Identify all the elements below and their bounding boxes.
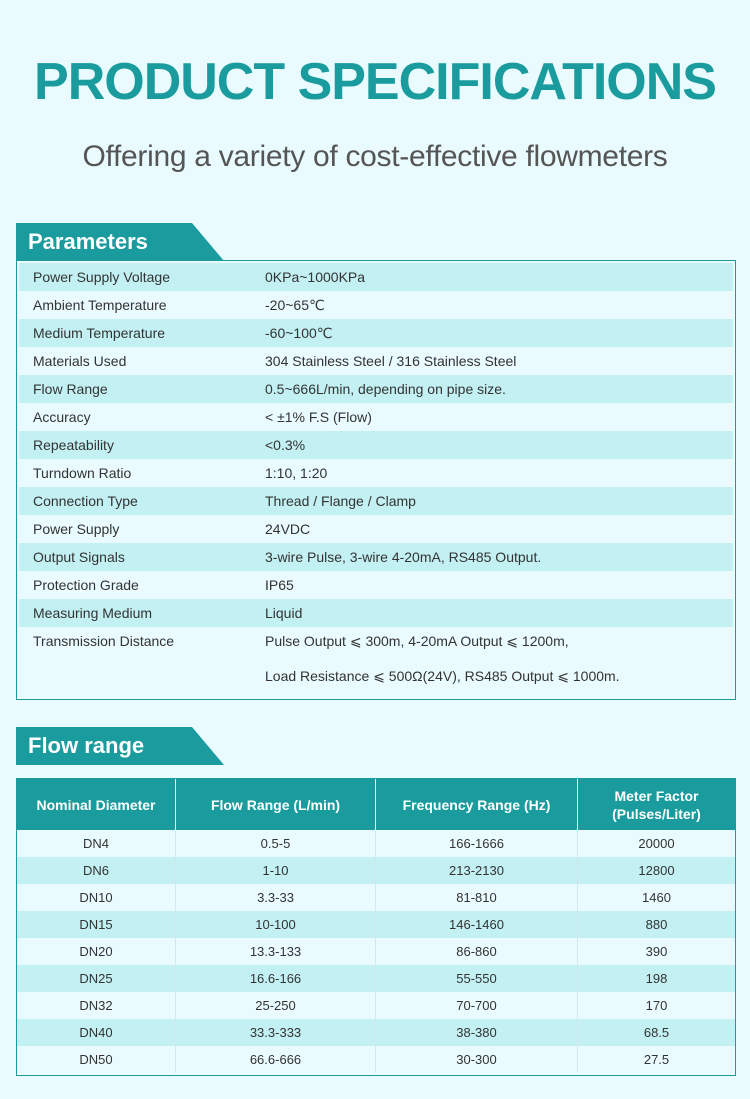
table-row [17,884,735,911]
param-value: Thread / Flange / Clamp [265,493,416,509]
column-header-nominal-diameter: Nominal Diameter [17,779,176,830]
cell-flow-range: 66.6-666 [176,1046,376,1073]
cell-frequency-range: 166-1666 [376,830,578,857]
param-row [19,571,733,599]
parameters-section-title: Parameters [28,229,148,254]
param-key: Materials Used [33,353,127,369]
cell-meter-factor: 27.5 [643,1052,670,1067]
page-subtitle: Offering a variety of cost-effective flowmeters [82,140,668,173]
cell-nominal-diameter: DN10 [17,884,176,911]
table-row [17,1046,735,1073]
meter-factor-header-line2: (Pulses/Liter) [612,805,701,822]
param-value: 1:10, 1:20 [265,465,328,481]
cell-meter-factor: 390 [645,944,668,959]
param-key: Protection Grade [33,577,139,593]
param-value: < ±1% F.S (Flow) [265,409,372,425]
param-value: Pulse Output ⩽ 300m, 4-20mA Output ⩽ 1200m, [265,633,569,649]
cell-meter-factor: 170 [645,998,668,1013]
table-row [17,830,735,857]
param-key: Transmission Distance [33,633,175,649]
param-key: Output Signals [33,549,125,565]
table-row [17,911,735,938]
param-key: Measuring Medium [33,605,153,621]
cell-nominal-diameter: DN25 [17,965,176,992]
param-row [19,431,733,459]
flow-range-section-title: Flow range [28,733,145,758]
cell-flow-range: 33.3-333 [176,1019,376,1046]
column-header-frequency-range: Frequency Range (Hz) [376,779,578,830]
param-value: Load Resistance ⩽ 500Ω(24V), RS485 Output ⩽ 1000m. [265,668,620,684]
flow-range-table [16,778,736,1076]
param-row [19,375,733,403]
table-row [17,1019,735,1046]
parameters-table [16,260,736,700]
param-value: -20~65℃ [265,297,325,313]
cell-flow-range: 10-100 [176,911,376,938]
param-value: 304 Stainless Steel / 316 Stainless Steel [265,353,517,369]
cell-nominal-diameter: DN15 [17,911,176,938]
table-row [17,857,735,884]
cell-meter-factor: 880 [645,917,668,932]
param-row [19,403,733,431]
param-row [19,543,733,571]
param-row [19,487,733,515]
param-row [19,627,733,655]
cell-frequency-range: 70-700 [376,992,578,1019]
param-key: Ambient Temperature [33,297,167,313]
param-value: 3-wire Pulse, 3-wire 4-20mA, RS485 Output. [265,549,542,565]
param-row [19,263,733,291]
cell-nominal-diameter: DN6 [17,857,176,884]
param-value: Liquid [265,605,303,621]
cell-frequency-range: 55-550 [376,965,578,992]
cell-meter-factor: 1460 [642,890,671,905]
page-title: PRODUCT SPECIFICATIONS [34,53,716,111]
cell-nominal-diameter: DN4 [17,830,176,857]
param-value: <0.3% [265,437,306,453]
param-key: Accuracy [33,409,91,425]
table-row [17,992,735,1019]
cell-meter-factor: 20000 [638,836,675,851]
flow-range-table-header [17,779,735,830]
param-row [19,347,733,375]
table-row [17,938,735,965]
meter-factor-header-line1: Meter Factor [614,787,699,804]
param-value: 0KPa~1000KPa [265,269,366,285]
param-row [19,599,733,627]
cell-meter-factor: 198 [645,971,668,986]
cell-nominal-diameter: DN50 [17,1046,176,1073]
param-value: 0.5~666L/min, depending on pipe size. [265,381,506,397]
param-value: 24VDC [265,521,311,537]
param-key: Power Supply [33,521,120,537]
column-header-meter-factor [578,779,735,830]
cell-meter-factor: 12800 [638,863,675,878]
cell-frequency-range: 86-860 [376,938,578,965]
param-key: Repeatability [33,437,114,453]
param-key: Connection Type [33,493,138,509]
cell-frequency-range: 146-1460 [376,911,578,938]
cell-flow-range: 16.6-166 [176,965,376,992]
cell-nominal-diameter: DN40 [17,1019,176,1046]
cell-frequency-range: 30-300 [376,1046,578,1073]
cell-flow-range: 3.3-33 [176,884,376,911]
param-row [19,291,733,319]
param-row [19,515,733,543]
cell-frequency-range: 81-810 [376,884,578,911]
param-key: Flow Range [33,381,108,397]
param-key: Turndown Ratio [33,465,132,481]
cell-flow-range: 13.3-133 [176,938,376,965]
cell-nominal-diameter: DN32 [17,992,176,1019]
column-header-flow-range: Flow Range (L/min) [176,779,376,830]
param-row-continued [19,655,733,683]
cell-flow-range: 0.5-5 [176,830,376,857]
cell-flow-range: 25-250 [176,992,376,1019]
cell-nominal-diameter: DN20 [17,938,176,965]
param-value: -60~100℃ [265,325,333,341]
cell-flow-range: 1-10 [176,857,376,884]
flow-range-section-tab [16,727,224,765]
parameters-section-tab [16,223,224,261]
param-key: Power Supply Voltage [33,269,170,285]
cell-meter-factor: 68.5 [643,1025,670,1040]
param-key: Medium Temperature [33,325,166,341]
cell-frequency-range: 38-380 [376,1019,578,1046]
param-value: IP65 [265,577,294,593]
cell-frequency-range: 213-2130 [376,857,578,884]
table-row [17,965,735,992]
param-row [19,459,733,487]
param-row [19,319,733,347]
